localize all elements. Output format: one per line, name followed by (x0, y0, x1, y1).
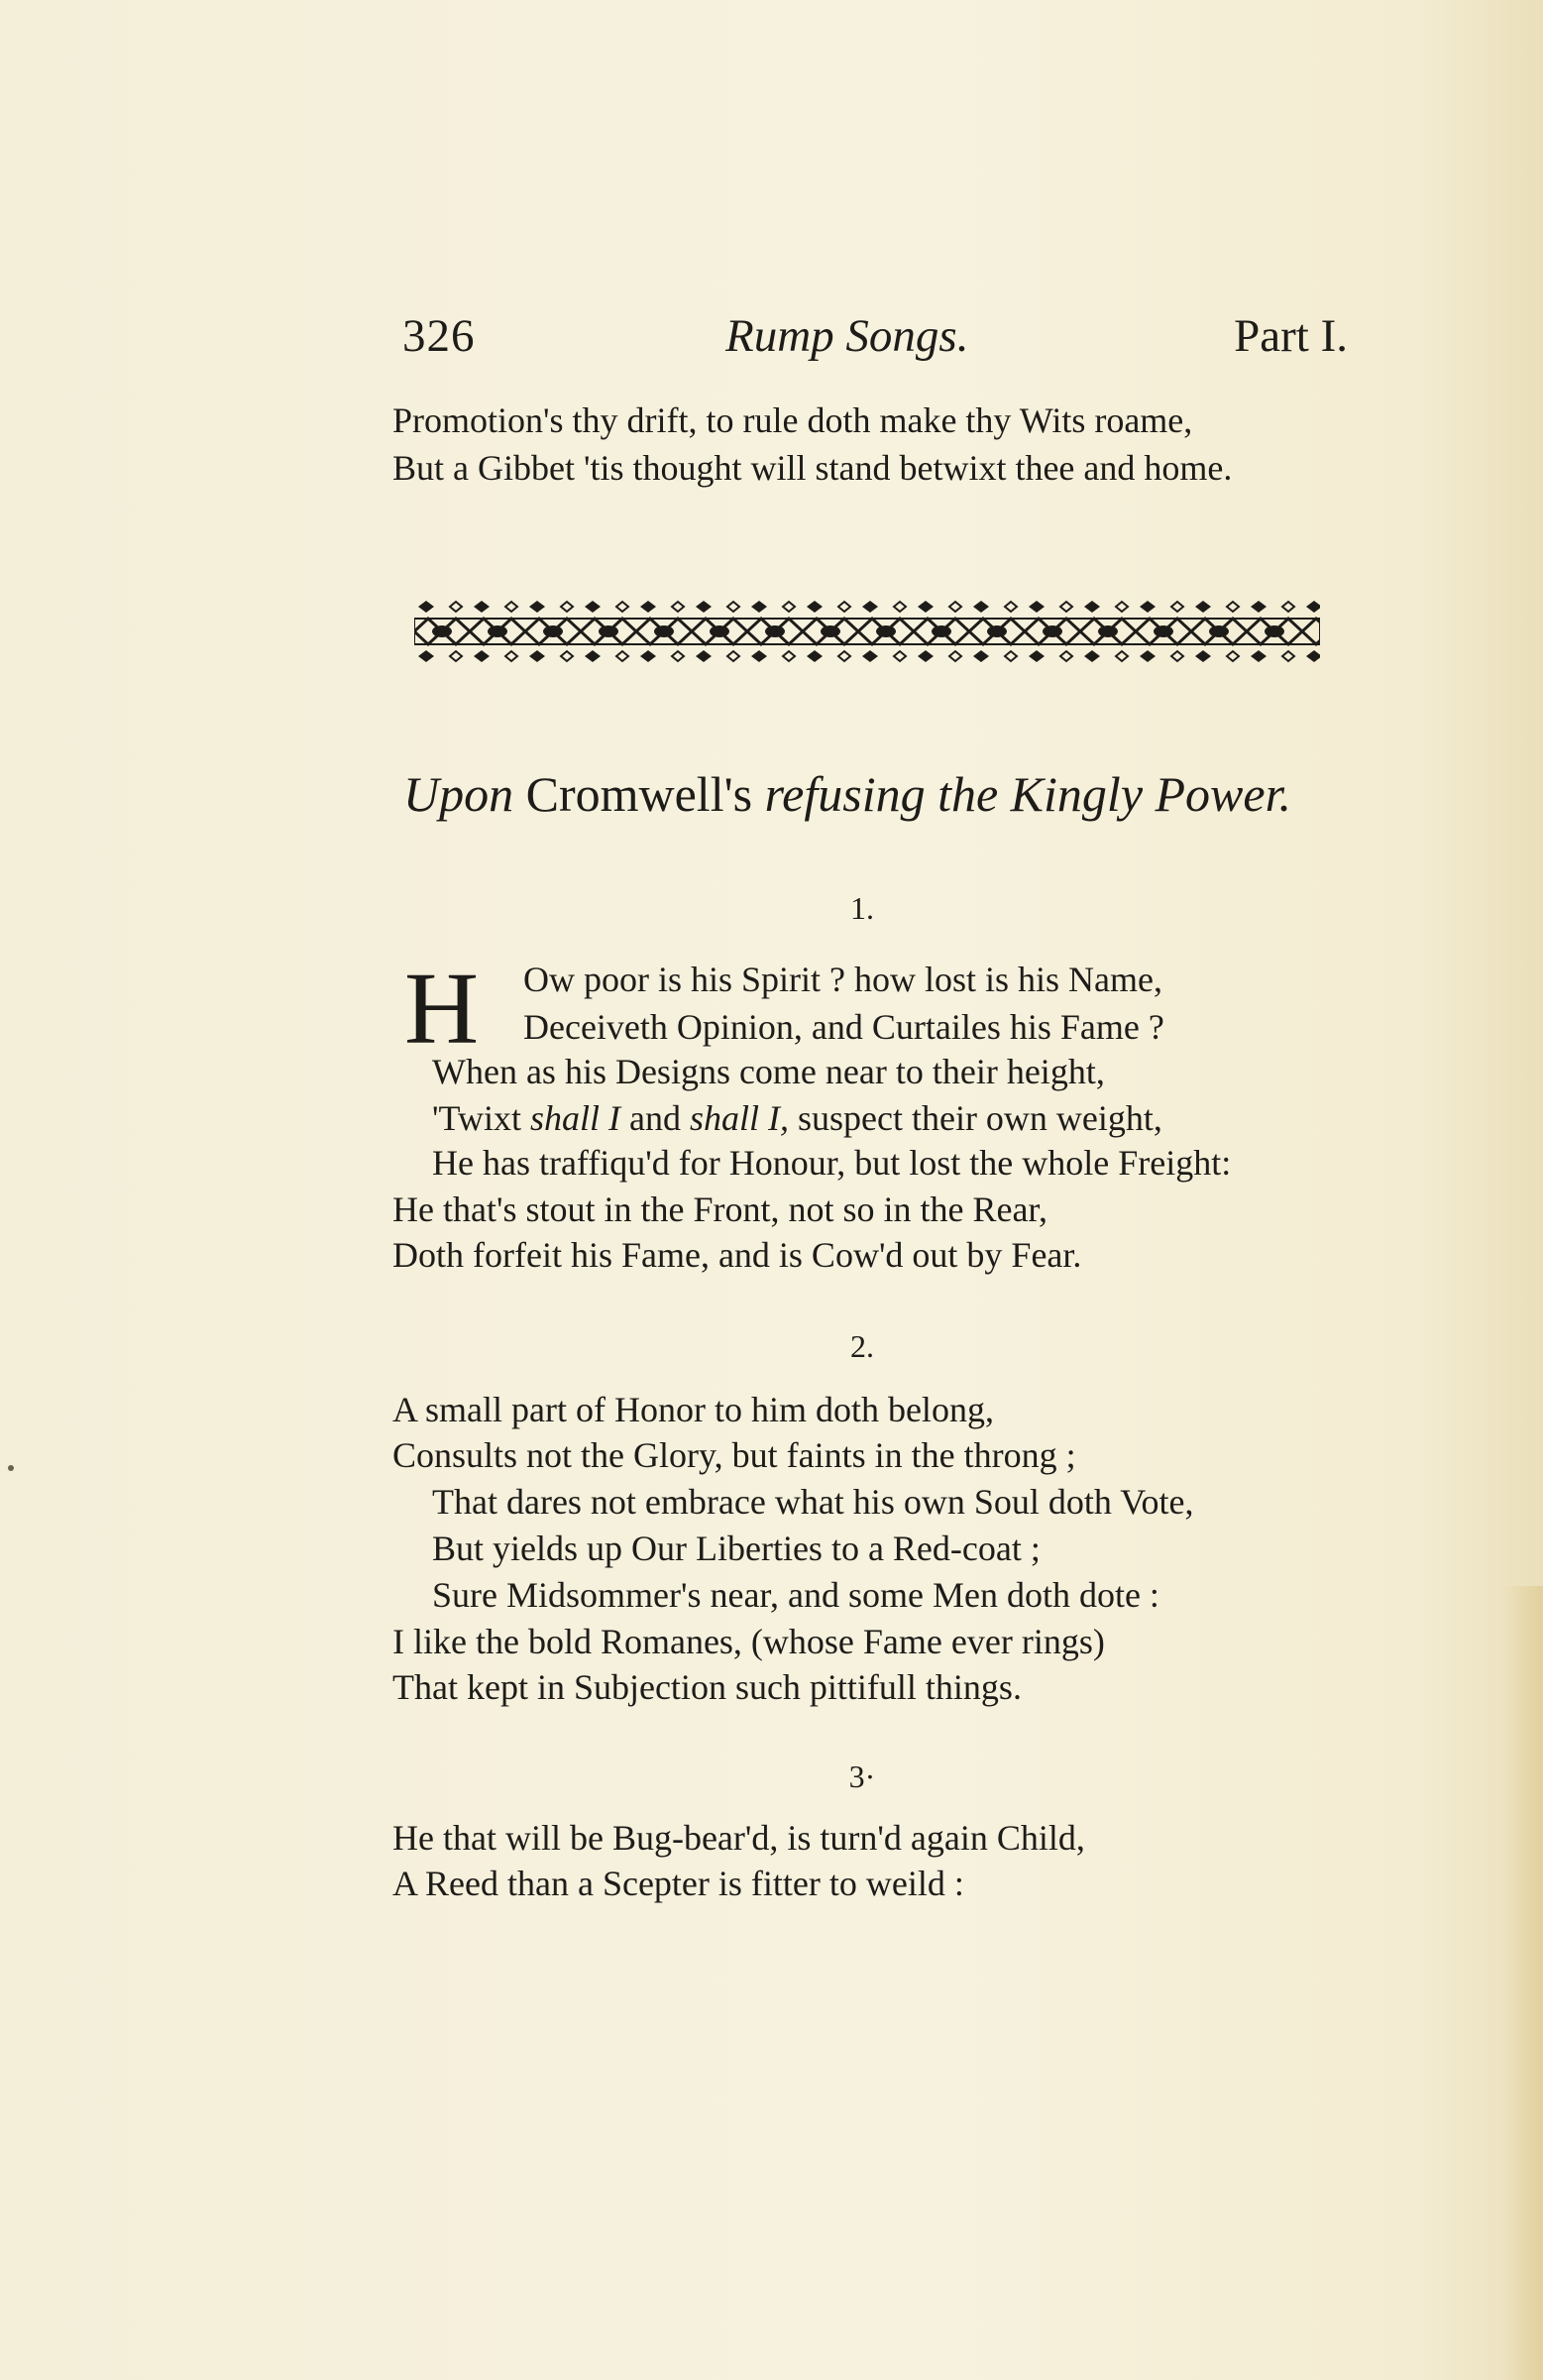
poem-line: I like the bold Romanes, (whose Fame ever rings) (392, 1622, 1105, 1661)
poem-line: He that's stout in the Front, not so in the Rear, (392, 1190, 1047, 1229)
preceding-line: Promotion's thy drift, to rule doth make thy Wits roame, (392, 400, 1193, 440)
poem-line: Sure Midsommer's near, and some Men doth dote : (432, 1575, 1159, 1615)
poem-line: But yields up Our Liberties to a Red-coat ; (432, 1529, 1041, 1568)
poem-line: Doth forfeit his Fame, and is Cow'd out by Fear. (392, 1235, 1082, 1275)
running-title: Rump Songs. (725, 310, 969, 362)
line-text: suspect their own weight, (788, 1098, 1162, 1138)
page-header (392, 309, 1348, 373)
poem-line: Deceiveth Opinion, and Curtailes his Fame ? (523, 1007, 1164, 1047)
part-label: Part I. (1234, 310, 1348, 362)
poem-line: That kept in Subjection such pittifull things. (392, 1667, 1022, 1707)
poem-title (403, 765, 1291, 823)
line-text: 'Twixt (432, 1098, 530, 1138)
drop-cap-letter: H (404, 952, 480, 1066)
poem-line: That dares not embrace what his own Soul doth Vote, (432, 1482, 1194, 1522)
stanza-number: 3· (848, 1758, 876, 1794)
poem-line: A Reed than a Scepter is fitter to weild : (392, 1864, 964, 1903)
page-number: 326 (402, 310, 476, 362)
poem-line: When as his Designs come near to their height, (432, 1052, 1105, 1091)
poem-line-italic-mix (432, 1098, 1162, 1138)
poem-line: He has traffiqu'd for Honour, but lost the whole Freight: (432, 1143, 1232, 1183)
stanza-number: 1. (850, 890, 874, 926)
poem-title-suffix: refusing the Kingly Power. (764, 766, 1292, 822)
line-italic-text: shall I, (689, 1098, 789, 1138)
preceding-line: But a Gibbet 'tis thought will stand betwixt thee and home. (392, 448, 1233, 488)
poem-line: A small part of Honor to him doth belong, (392, 1390, 994, 1429)
poem-title-name: Cromwell's (525, 766, 753, 822)
line-text: and (619, 1098, 690, 1138)
poem-line: Consults not the Glory, but faints in the throng ; (392, 1435, 1076, 1475)
decorative-ornament-band (414, 597, 1320, 666)
poem-line: He that will be Bug-bear'd, is turn'd again Child, (392, 1818, 1085, 1858)
stanza-number: 2. (850, 1328, 874, 1364)
poem-title-prefix: Upon (403, 766, 514, 822)
line-italic-text: shall I (529, 1098, 620, 1138)
page-edge-stain (1503, 1586, 1543, 2380)
ink-speck (8, 1465, 14, 1471)
poem-line: Ow poor is his Spirit ? how lost is his Name, (523, 960, 1162, 999)
